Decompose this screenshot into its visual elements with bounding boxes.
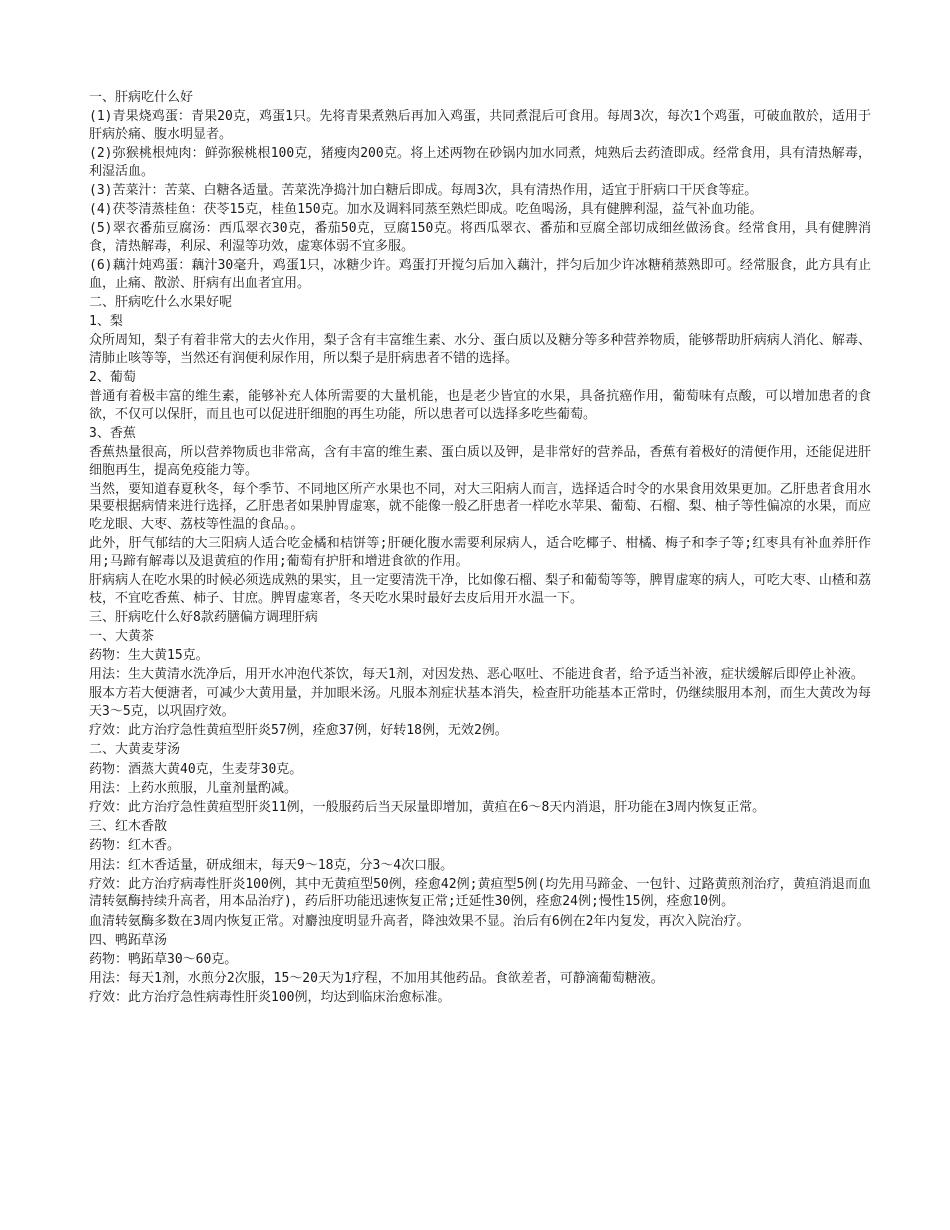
paragraph: (5)翠衣番茄豆腐汤：西瓜翠衣30克，番茄50克，豆腐150克。将西瓜翠衣、番茄和豆腐全部切成细丝做汤食。经常食用，具有健脾消食，清热解毒，利尿、利湿等功效，虚寒体弱不宜多服。: [89, 221, 871, 254]
paragraph: 用法：每天1剂，水煎分2次服，15～20天为1疗程，不加用其他药品。食欲差者，可静滴葡萄糖液。: [89, 971, 664, 987]
paragraph: 疗效：此方治疗急性黄疸型肝炎11例，一般服药后当天尿量即增加，黄疸在6～8天内消退，肝功能在3周内恢复正常。: [89, 800, 766, 815]
paragraph: 用法：生大黄清水洗净后，用开水冲泡代茶饮，每天1剂，对因发热、恶心呕吐、不能进食者，给予适当补液，症状缓解后即停止补液。: [89, 667, 864, 683]
subheading: 四、鸭跖草汤: [89, 932, 168, 948]
paragraph: (3)苦菜汁：苦菜、白糖各适量。苦菜洗净捣汁加白糖后即成。每周3次，具有清热作用，适宜于肝病口干厌食等症。: [89, 182, 758, 198]
paragraph: 服本方若大便溏者，可减少大黄用量，并加眼米汤。凡服本剂症状基本消失，检查肝功能基本正常时，仍继续服用本剂，而生大黄改为每天3～5克，以巩固疗效。: [89, 686, 871, 720]
subheading: 3、香蕉: [89, 425, 136, 441]
paragraph: (4)茯苓清蒸桂鱼：茯苓15克，桂鱼150克。加水及调料同蒸至熟烂即成。吃鱼喝汤，具有健脾利湿，益气补血功能。: [89, 201, 763, 217]
paragraph: 用法：上药水煎服，儿童剂量酌减。: [89, 780, 298, 796]
paragraph: (2)弥猴桃根炖肉：鲜弥猴桃根100克，猪瘦肉200克。将上述两物在砂锅内加水同煮，炖熟后去药渣即成。经常食用，具有清热解毒，利湿活血。: [89, 145, 871, 179]
heading-section-2: 二、肝病吃什么水果好呢: [89, 294, 233, 310]
paragraph: 当然，要知道春夏秋冬，每个季节、不同地区所产水果也不同，对大三阳病人而言，选择适合时令的水果食用效果更加。乙肝患者食用水果要根据病情来进行选择，乙肝患者如果肿胃虚寒，就不能像一般乙肝患者一样吃水苹果、葡萄、石榴、梨、柚子等性偏凉的水果，而应吃龙眼、大枣、荔枝等性温的食品。。: [89, 481, 871, 532]
paragraph: 普通有着极丰富的维生素，能够补充人体所需要的大量机能，也是老少皆宜的水果，具备抗癌作用，葡萄味有点酸，可以增加患者的食欲，不仅可以保肝，而且也可以促进肝细胞的再生功能，所以患者可以选择多吃些葡萄。: [89, 389, 871, 422]
paragraph: (6)藕汁炖鸡蛋：藕汁30毫升，鸡蛋1只，冰糖少许。鸡蛋打开搅匀后加入藕汁，拌匀后加少许冰糖稍蒸熟即可。经常服食，此方具有止血，止痛、散淤、肝病有出血者宜用。: [89, 257, 871, 291]
paragraph: 用法：红木香适量，研成细末，每天9～18克，分3～4次口服。: [89, 857, 454, 873]
subheading: 三、红木香散: [89, 819, 168, 835]
paragraph: 疗效：此方治疗急性病毒性肝炎100例，均达到临床治愈标准。: [89, 990, 451, 1006]
paragraph: 药物：红木香。: [89, 838, 181, 854]
subheading: 一、大黄茶: [89, 628, 155, 644]
paragraph: 肝病病人在吃水果的时候必须选成熟的果实，且一定要清洗干净，比如像石榴、梨子和葡萄等等，脾胃虚寒的病人，可吃大枣、山楂和荔枝，不宜吃香蕉、柿子、甘庶。脾胃虚寒者，冬天吃水果时最好去皮后用开水温一下。: [89, 572, 871, 606]
paragraph: 此外，肝气郁结的大三阳病人适合吃金橘和桔饼等;肝硬化腹水需要利尿病人，适合吃椰子、柑橘、梅子和李子等;红枣具有补血养肝作用;马蹄有解毒以及退黄疸的作用;葡萄有护肝和增进食欲的作用。: [89, 536, 871, 569]
paragraph: 香蕉热量很高，所以营养物质也非常高，含有丰富的维生素、蛋白质以及钾，是非常好的营养品，香蕉有着极好的清便作用，还能促进肝细胞再生，提高免疫能力等。: [89, 445, 871, 478]
subheading: 2、葡萄: [89, 369, 136, 385]
paragraph: 药物：酒蒸大黄40克，生麦芽30克。: [89, 761, 303, 777]
document-body: [89, 89, 871, 1008]
paragraph: 药物：生大黄15克。: [89, 648, 209, 664]
heading-section-3: 三、肝病吃什么好8款药膳偏方调理肝病: [89, 609, 318, 625]
subheading: 二、大黄麦芽汤: [89, 742, 181, 758]
heading-section-1: 一、肝病吃什么好: [89, 90, 194, 105]
subheading: 1、梨: [89, 313, 123, 329]
paragraph: 众所周知，梨子有着非常大的去火作用，梨子含有丰富维生素、水分、蛋白质以及糖分等多种营养物质，能够帮助肝病病人消化、解毒、清肺止咳等等，当然还有润便利尿作用，所以梨子是肝病患者不错的选择。: [89, 333, 871, 366]
paragraph: 血清转氨酶多数在3周内恢复正常。对麝浊度明显升高者，降浊效果不显。治后有6例在2年内复发，再次入院治疗。: [89, 913, 750, 929]
paragraph: (1)青果烧鸡蛋：青果20克，鸡蛋1只。先将青果煮熟后再加入鸡蛋，共同煮混后可食用。每周3次，每次1个鸡蛋，可破血散於，适用于肝病於痛、腹水明显者。: [89, 109, 871, 142]
paragraph: 疗效：此方治疗病毒性肝炎100例，其中无黄疸型50例，痊愈42例;黄疸型5例(均先用马蹄金、一包针、过路黄煎剂治疗，黄疸消退而血清转氨酶持续升高者，用本品治疗)，药后肝功能迅速恢复正常;迁延性30例，痊愈24例;慢性15例，痊愈10例。: [89, 876, 871, 910]
paragraph: 药物：鸭跖草30～60克。: [89, 951, 238, 967]
paragraph: 疗效：此方治疗急性黄疸型肝炎57例，痊愈37例，好转18例，无效2例。: [89, 723, 508, 739]
